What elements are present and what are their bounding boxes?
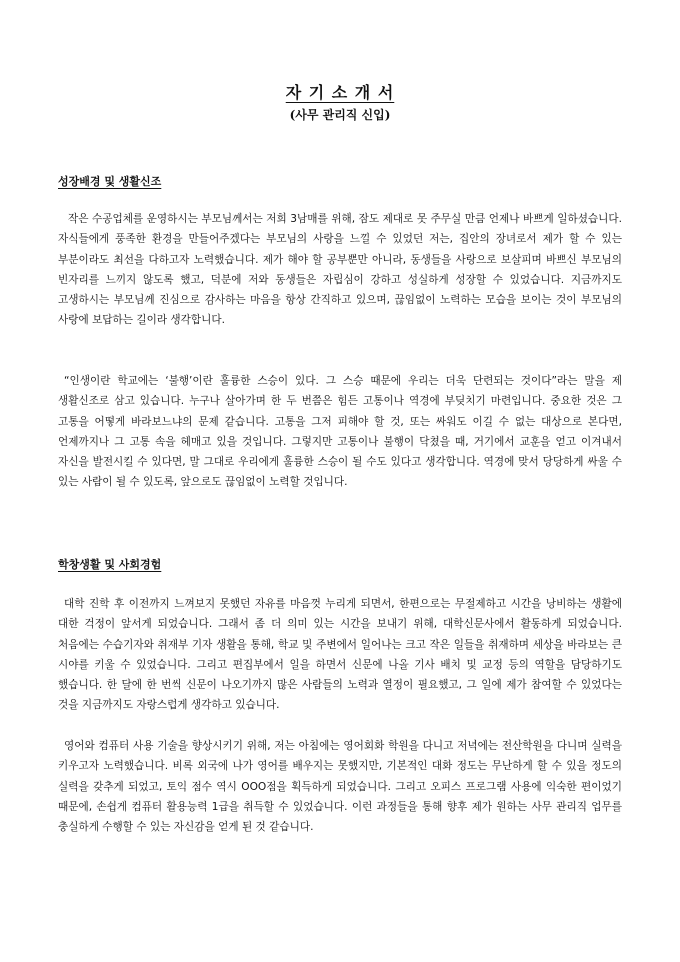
section-heading-background: 성장배경 및 생활신조 xyxy=(58,175,162,188)
paragraph-life-motto: “인생이란 학교에는 ‘불행’이란 훌륭한 스승이 있다. 그 스승 때문에 우리는 더욱 단련되는 것이다”라는 말을 제 생활신조로 삼고 있습니다. 누구나 살아가며 한 두 번쯤은 힘든 고통이나 역경에 부딪치기 마련입니다. 중요한 것은 그 고통을 어떻게 바라보느냐의 문제 같습니다. 고통을 그저 피해야 할 것, 또는 싸워도 이길 수 없는 대상으로 본다면, 언제까지나 그 고통 속을 헤매고 있을 것입니다. 그렇지만 고통이나 불행이 닥쳤을 때, 거기에서 교훈을 얻고 이겨내서 자신을 발전시킬 수 있다면, 말 그대로 우리에게 훌륭한 스승이 될 수도 있다고 생각합니다. 역경에 맞서 당당하게 싸울 수 있는 사람이 될 수 있도록, 앞으로도 끊임없이 노력할 것입니다. xyxy=(58,375,622,489)
document-subtitle: (사무 관리직 신입) xyxy=(289,108,391,122)
document-title: 자 기 소 개 서 xyxy=(285,83,395,102)
paragraph-school-newspaper: 대학 진학 후 이전까지 느껴보지 못했던 자유를 마음껏 누리게 되면서, 한편으로는 무절제하고 시간을 낭비하는 생활에 대한 걱정이 앞서게 되었습니다. 그래서 좀 더 의미 있는 시간을 보내기 위해, 대학신문사에서 활동하게 되었습니다. 처음에는 수습기자와 취재부 기자 생활을 통해, 학교 및 주변에서 일어나는 크고 작은 일들을 취재하며 세상을 바라보는 큰 시야를 키울 수 있었습니다. 그리고 편집부에서 일을 하면서 신문에 나올 기사 배치 및 교정 등의 역할을 담당하기도 했습니다. 한 달에 한 번씩 신문이 나오기까지 많은 사람들의 노력과 열정이 필요했고, 그 일에 제가 참여할 수 있었다는 것을 지금까지도 자랑스럽게 생각하고 있습니다. xyxy=(58,598,622,712)
paragraph-upbringing: 작은 수공업체를 운영하시는 부모님께서는 저희 3남매를 위해, 잠도 제대로 못 주무실 만큼 언제나 바쁘게 일하셨습니다. 자식들에게 풍족한 환경을 만들어주겠다는 부모님의 사랑을 느낄 수 있었던 저는, 집안의 장녀로서 제가 할 수 있는 부분이라도 최선을 다하고자 노력했습니다. 제가 해야 할 공부뿐만 아니라, 동생들을 사랑으로 보살피며 바쁘신 부모님의 빈자리를 느끼지 않도록 했고, 덕분에 저와 동생들은 자립심이 강하고 성실하게 성장할 수 있었습니다. 지금까지도 고생하시는 부모님께 진심으로 감사하는 마음을 항상 간직하고 있으며, 끊임없이 노력하는 모습을 보이는 것이 부모님의 사랑에 보답하는 길이라 생각합니다. xyxy=(58,213,622,327)
paragraph-skills: 영어와 컴퓨터 사용 기술을 향상시키기 위해, 저는 아침에는 영어회화 학원을 다니고 저녁에는 전산학원을 다니며 실력을 키우고자 노력했습니다. 비록 외국에 나가 영어를 배우지는 못했지만, 기본적인 대화 정도는 무난하게 할 수 있을 정도의 실력을 갖추게 되었고, 토익 점수 역시 OOO점을 획득하게 되었습니다. 그리고 오피스 프로그램 사용에 익숙한 편이었기 때문에, 손쉽게 컴퓨터 활용능력 1급을 취득할 수 있었습니다. 이런 과정들을 통해 향후 제가 원하는 사무 관리직 업무를 충실하게 수행할 수 있는 자신감을 얻게 된 것 같습니다. xyxy=(58,740,622,834)
section-heading-school-life: 학창생활 및 사회경험 xyxy=(58,558,162,571)
